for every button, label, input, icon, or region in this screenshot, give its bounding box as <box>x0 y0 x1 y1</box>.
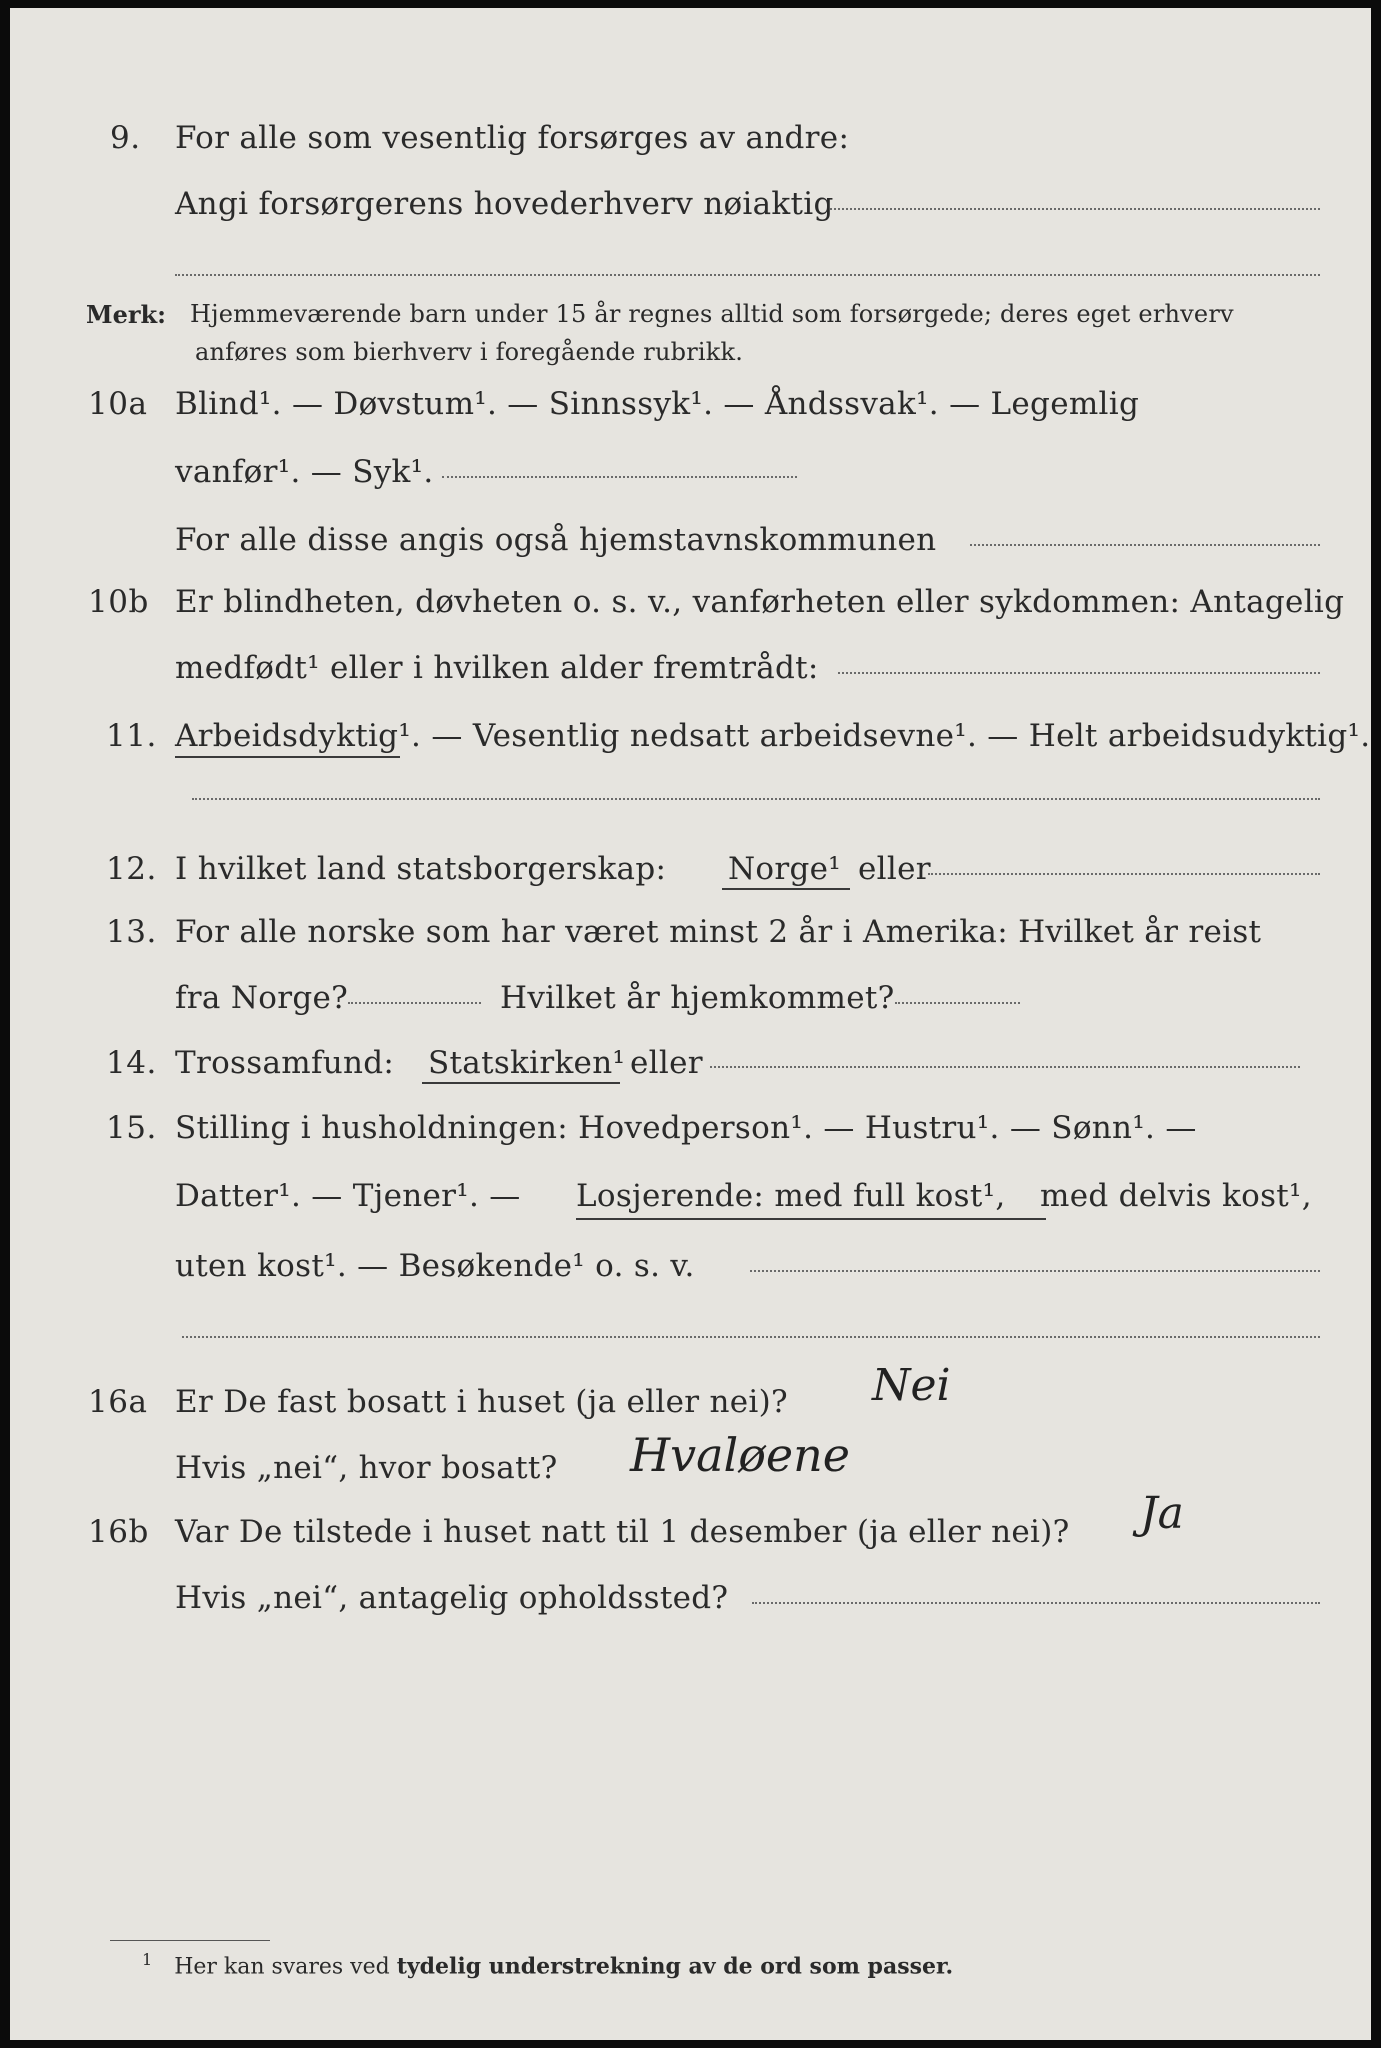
q16b-number: 16b <box>88 1514 149 1550</box>
q15-line2a: Datter¹. — Tjener¹. — <box>175 1178 521 1214</box>
q10a-answer-line <box>442 476 797 478</box>
merk-line1: Hjemmeværende barn under 15 år regnes alltid som forsørgede; deres eget erhverv <box>190 300 1234 328</box>
q11-answer-line <box>192 798 1320 800</box>
q9-answer-line <box>830 208 1320 210</box>
q10a-line2: vanfør¹. — Syk¹. <box>175 454 434 490</box>
q10b-number: 10b <box>88 584 149 620</box>
q15-line2c: med delvis kost¹, <box>1040 1178 1312 1214</box>
q12-answer-line <box>928 873 1320 875</box>
census-form-page <box>10 8 1371 2040</box>
q13-reist-line <box>348 1002 481 1004</box>
q10b-line2: medfødt¹ eller i hvilken alder fremtrådt: <box>175 650 819 686</box>
q15-line3: uten kost¹. — Besøkende¹ o. s. v. <box>175 1248 695 1284</box>
footnote <box>142 1950 953 1979</box>
q15-line1: Stilling i husholdningen: Hovedperson¹. — Hustru¹. — Sønn¹. — <box>175 1110 1197 1146</box>
q10a-number: 10a <box>88 386 148 422</box>
q15-number: 15. <box>106 1110 157 1146</box>
q14-answer-line <box>710 1066 1300 1068</box>
q16a-line1: Er De fast bosatt i huset (ja eller nei)? <box>175 1384 788 1420</box>
q12-suffix: eller <box>858 851 931 887</box>
q12-underline-mark <box>722 888 850 890</box>
q15-line2b: Losjerende: med full kost¹, <box>576 1178 1006 1214</box>
merk-label: Merk: <box>86 300 166 329</box>
q11-rest: ¹. — Vesentlig nedsatt arbeidsevne¹. — Helt arbeidsudyktig¹. <box>398 718 1371 754</box>
q11-number: 11. <box>106 718 157 754</box>
q9-answer-line-2 <box>175 274 1320 276</box>
q16b-answer-line <box>752 1602 1320 1604</box>
footnote-bold-text: tydelig understrekning av de ord som passer. <box>396 1953 954 1980</box>
q11-underline-mark <box>175 756 400 758</box>
q14-opt-statskirken: Statskirken¹ <box>428 1045 626 1081</box>
q11-text <box>175 718 1370 754</box>
q16a-number: 16a <box>88 1384 148 1420</box>
q13-line1: For alle norske som har været minst 2 år i Amerika: Hvilket år reist <box>175 914 1262 950</box>
footnote-rule <box>110 1940 270 1941</box>
footnote-text: Her kan svares ved <box>174 1954 390 1980</box>
q16b-answer-ja: Ja <box>1140 1488 1184 1539</box>
q16b-line1: Var De tilstede i huset natt til 1 desember (ja eller nei)? <box>175 1514 1070 1550</box>
q12-opt-norge: Norge¹ <box>728 851 842 887</box>
q10a-line3: For alle disse angis også hjemstavnskommunen <box>175 522 937 558</box>
q14-prefix: Trossamfund: <box>175 1045 395 1081</box>
q14-underline-mark <box>422 1082 620 1084</box>
q13-line2a: fra Norge? <box>175 980 349 1016</box>
q9-line1: For alle som vesentlig forsørges av andre: <box>175 120 850 156</box>
q10a-line1: Blind¹. — Døvstum¹. — Sinnssyk¹. — Åndssvak¹. — Legemlig <box>175 386 1140 422</box>
q16a-answer-nei: Nei <box>872 1360 951 1411</box>
q12-prefix: I hvilket land statsborgerskap: <box>175 851 667 887</box>
q15-answer-line-2 <box>182 1336 1320 1338</box>
q15-answer-line <box>750 1270 1320 1272</box>
q16a-answer-bosatt: Hvaløene <box>630 1428 851 1482</box>
footnote-mark: 1 <box>142 1950 153 1969</box>
q9-number: 9. <box>110 120 141 156</box>
q10b-answer-line <box>838 672 1320 674</box>
q9-line2: Angi forsørgerens hovederhverv nøiaktig <box>175 186 834 222</box>
merk-line2: anføres som bierhverv i foregående rubrikk. <box>195 338 744 366</box>
q16a-line2: Hvis „nei“, hvor bosatt? <box>175 1450 558 1486</box>
q11-opt-arbeidsdyktig: Arbeidsdyktig <box>175 718 399 754</box>
q13-hjemkommet-line <box>895 1002 1020 1004</box>
q13-line2b: Hvilket år hjemkommet? <box>500 980 895 1016</box>
q14-number: 14. <box>106 1045 157 1081</box>
q13-number: 13. <box>106 914 157 950</box>
q10b-line1: Er blindheten, døvheten o. s. v., vanførheten eller sykdommen: Antagelig <box>175 584 1345 620</box>
q10a-hjemstavn-line <box>970 544 1320 546</box>
q15-underline-mark <box>576 1218 1046 1220</box>
q12-number: 12. <box>106 851 157 887</box>
q14-suffix: eller <box>630 1045 703 1081</box>
q16b-line2: Hvis „nei“, antagelig opholdssted? <box>175 1580 729 1616</box>
